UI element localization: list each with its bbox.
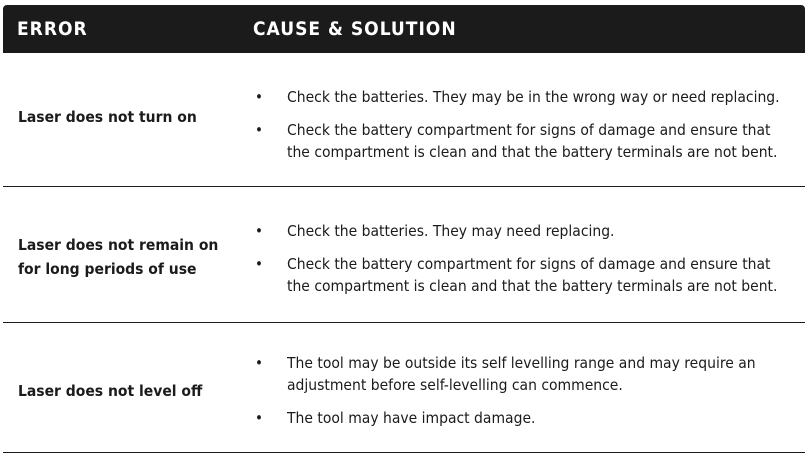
bullet-icon: • <box>255 409 263 427</box>
cause-solution-column-header: CAUSE & SOLUTION <box>253 18 457 40</box>
solution-item <box>255 86 795 108</box>
bullet-icon: • <box>255 255 263 273</box>
bullet-icon: • <box>255 88 263 106</box>
solution-text: Check the batteries. They may need replacing. <box>287 222 615 240</box>
table-header <box>3 5 805 53</box>
bullet-icon: • <box>255 354 263 372</box>
solution-text: Check the battery compartment for signs of damage and ensure that the compartment is clean and that the battery terminals are not bent. <box>287 255 778 295</box>
solution-text: Check the battery compartment for signs of damage and ensure that the compartment is clean and that the battery terminals are not bent. <box>287 121 778 161</box>
error-column-header: ERROR <box>17 18 88 40</box>
solution-text: Check the batteries. They may be in the wrong way or need replacing. <box>287 88 780 106</box>
table-row <box>3 53 805 187</box>
solution-item <box>255 119 795 163</box>
solution-text: The tool may have impact damage. <box>287 409 536 427</box>
solution-item <box>255 220 795 242</box>
error-cell: Laser does not level off <box>18 382 203 400</box>
table-row <box>3 323 805 453</box>
solution-list <box>255 86 795 174</box>
error-cell: Laser does not turn on <box>18 108 197 126</box>
error-cell: Laser does not remain on for long periods of use <box>18 236 219 278</box>
solution-list <box>255 352 795 440</box>
solution-list <box>255 220 795 308</box>
troubleshooting-table <box>3 5 805 453</box>
solution-item <box>255 352 795 396</box>
bullet-icon: • <box>255 222 263 240</box>
solution-item <box>255 407 795 429</box>
solution-item <box>255 253 795 297</box>
solution-text: The tool may be outside its self levelling range and may require an adjustment before self-levelling can commence. <box>287 354 756 394</box>
table-row <box>3 187 805 323</box>
bullet-icon: • <box>255 121 263 139</box>
